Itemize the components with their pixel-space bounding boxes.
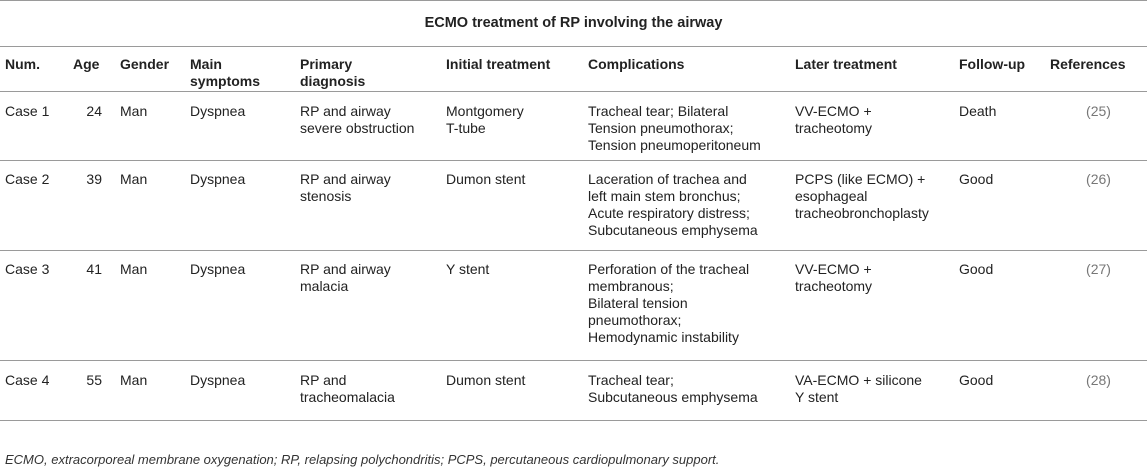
ref-open-paren: ( <box>1086 170 1091 187</box>
cell-num: Case 3 <box>5 260 50 277</box>
cell-primary-diagnosis-line: severe obstruction <box>300 119 415 136</box>
cell-primary-diagnosis <box>300 360 446 420</box>
cell-follow-up: Good <box>959 170 994 187</box>
cell-complications-line: Acute respiratory distress; <box>588 204 750 221</box>
cell-primary-diagnosis-line: tracheomalacia <box>300 388 395 405</box>
header-main-symptoms-label: Main symptoms <box>190 56 261 89</box>
cell-complications-line: Bilateral tension <box>588 294 688 311</box>
header-references: References <box>1050 56 1126 72</box>
cell-initial-treatment-line: Montgomery <box>446 102 524 119</box>
cell-complications-line: left main stem bronchus; <box>588 187 741 204</box>
cell-complications-line: Hemodynamic instability <box>588 328 739 345</box>
cell-num: Case 2 <box>5 170 50 187</box>
reference-link[interactable]: 27 <box>1090 260 1107 277</box>
cell-primary-diagnosis-line: RP and airway <box>300 170 391 187</box>
header-gender: Gender <box>120 56 170 72</box>
cell-complications-line: Perforation of the tracheal <box>588 260 750 277</box>
cell-primary-diagnosis <box>300 91 446 160</box>
cell-later-treatment-line: VA-ECMO + silicone <box>795 371 922 388</box>
cell-later-treatment-line: tracheotomy <box>795 277 873 294</box>
table-row <box>0 360 1147 420</box>
header-primary-diagnosis-label: Primary diagnosis <box>300 56 366 89</box>
cell-num: Case 4 <box>5 371 50 388</box>
ref-close-paren: ) <box>1106 102 1111 119</box>
cell-num: Case 1 <box>5 102 50 119</box>
cell-primary-diagnosis-line: RP and airway <box>300 260 391 277</box>
cell-primary-diagnosis-line: RP and <box>300 371 347 388</box>
reference-link[interactable]: 26 <box>1090 170 1107 187</box>
cell-later-treatment-line: esophageal <box>795 187 868 204</box>
cell-primary-diagnosis <box>300 160 446 250</box>
cell-later-treatment <box>795 160 959 250</box>
table-row <box>0 91 1147 160</box>
cell-initial-treatment-line: T-tube <box>446 119 486 136</box>
reference-link[interactable]: 25 <box>1090 102 1107 119</box>
cell-follow-up: Good <box>959 371 994 388</box>
cell-gender: Man <box>120 371 148 388</box>
cell-initial-treatment <box>446 360 588 420</box>
cell-complications-line: Laceration of trachea and <box>588 170 747 187</box>
table-row <box>0 160 1147 250</box>
cell-main-symptoms: Dyspnea <box>190 102 246 119</box>
cell-gender: Man <box>120 260 148 277</box>
cell-later-treatment-line: VV-ECMO + <box>795 102 872 119</box>
cell-complications-line: Tracheal tear; <box>588 371 674 388</box>
ref-close-paren: ) <box>1106 170 1111 187</box>
cell-main-symptoms: Dyspnea <box>190 170 246 187</box>
cell-complications <box>588 160 795 250</box>
ref-close-paren: ) <box>1106 371 1111 388</box>
cell-age: 55 <box>86 371 102 388</box>
cell-primary-diagnosis-line: stenosis <box>300 187 352 204</box>
cell-age: 41 <box>86 260 102 277</box>
cell-later-treatment <box>795 91 959 160</box>
cell-complications <box>588 250 795 360</box>
ref-open-paren: ( <box>1086 260 1091 277</box>
cell-complications-line: Subcutaneous emphysema <box>588 221 758 238</box>
cell-initial-treatment-line: Dumon stent <box>446 371 526 388</box>
cell-age: 39 <box>86 170 102 187</box>
cell-initial-treatment-line: Y stent <box>446 260 490 277</box>
cell-main-symptoms: Dyspnea <box>190 260 246 277</box>
cell-follow-up: Death <box>959 102 997 119</box>
ref-close-paren: ) <box>1106 260 1111 277</box>
cell-gender: Man <box>120 102 148 119</box>
cell-complications <box>588 360 795 420</box>
cell-primary-diagnosis-line: malacia <box>300 277 349 294</box>
cell-initial-treatment <box>446 91 588 160</box>
header-main-symptoms <box>190 47 300 91</box>
header-primary-diagnosis <box>300 47 446 91</box>
table-title: ECMO treatment of RP involving the airway <box>0 0 1147 47</box>
cell-complications-line: Tension pneumothorax; <box>588 119 734 136</box>
cell-follow-up: Good <box>959 260 994 277</box>
header-initial-treatment: Initial treatment <box>446 56 551 72</box>
header-follow-up: Follow-up <box>959 56 1026 72</box>
cell-later-treatment-line: tracheobronchoplasty <box>795 204 929 221</box>
cell-primary-diagnosis-line: RP and airway <box>300 102 391 119</box>
header-later-treatment: Later treatment <box>795 56 897 72</box>
cell-references <box>1050 91 1147 160</box>
cell-primary-diagnosis <box>300 250 446 360</box>
cell-complications-line: pneumothorax; <box>588 311 682 328</box>
cell-references <box>1050 160 1147 250</box>
data-table <box>0 47 1147 421</box>
cell-complications-line: membranous; <box>588 277 674 294</box>
cell-initial-treatment <box>446 250 588 360</box>
reference-link[interactable]: 28 <box>1090 371 1107 388</box>
cell-complications-line: Subcutaneous emphysema <box>588 388 758 405</box>
cell-later-treatment-line: Y stent <box>795 388 839 405</box>
cell-complications <box>588 91 795 160</box>
table-row <box>0 250 1147 360</box>
cell-references <box>1050 360 1147 420</box>
cell-complications-line: Tension pneumoperitoneum <box>588 136 761 153</box>
header-row <box>0 47 1147 91</box>
cell-references <box>1050 250 1147 360</box>
ref-open-paren: ( <box>1086 102 1091 119</box>
table-footnote: ECMO, extracorporeal membrane oxygenation; RP, relapsing polychondritis; PCPS, percutaneous cardiopulmonary support. <box>5 452 720 467</box>
cell-complications-line: Tracheal tear; Bilateral <box>588 102 729 119</box>
cell-gender: Man <box>120 170 148 187</box>
cell-later-treatment-line: VV-ECMO + <box>795 260 872 277</box>
cell-later-treatment-line: tracheotomy <box>795 119 873 136</box>
header-age: Age <box>73 56 100 72</box>
cell-later-treatment <box>795 250 959 360</box>
header-num: Num. <box>5 56 40 72</box>
header-complications: Complications <box>588 56 685 72</box>
ref-open-paren: ( <box>1086 371 1091 388</box>
cell-initial-treatment-line: Dumon stent <box>446 170 526 187</box>
cell-later-treatment <box>795 360 959 420</box>
cell-later-treatment-line: PCPS (like ECMO) + <box>795 170 926 187</box>
cell-main-symptoms: Dyspnea <box>190 371 246 388</box>
cell-age: 24 <box>86 102 102 119</box>
cell-initial-treatment <box>446 160 588 250</box>
